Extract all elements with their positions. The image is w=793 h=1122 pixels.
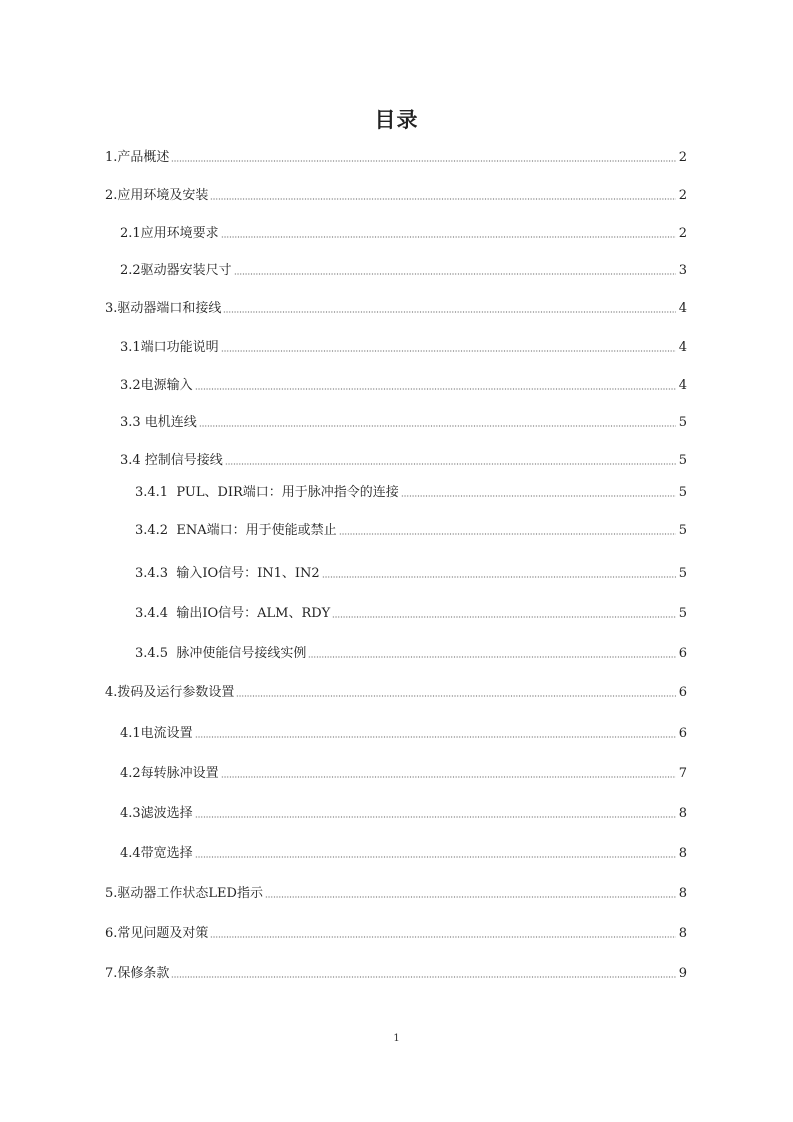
- toc-dot-leader: [236, 694, 675, 698]
- toc-entry[interactable]: [120, 449, 687, 469]
- toc-entry-label: 2.2驱动器安装尺寸: [120, 263, 232, 278]
- toc-entry-page: 4: [678, 378, 687, 393]
- toc-entry-label: 4.拨码及运行参数设置: [105, 685, 235, 700]
- toc-entry-label: 2.应用环境及安装: [105, 188, 209, 203]
- toc-entry-page: 5: [678, 415, 687, 430]
- toc-entry[interactable]: [120, 842, 687, 862]
- toc-entry[interactable]: [120, 411, 687, 431]
- toc-entry-page: 4: [678, 301, 687, 316]
- toc-entry-label: 4.1电流设置: [120, 726, 193, 741]
- toc-dot-leader: [265, 895, 676, 899]
- toc-entry[interactable]: [105, 922, 687, 942]
- toc-entry-page: 5: [678, 485, 687, 500]
- toc-entry[interactable]: [105, 297, 687, 317]
- toc-dot-leader: [210, 935, 675, 939]
- toc-entry-label: 4.2每转脉冲设置: [120, 766, 219, 781]
- toc-dot-leader: [322, 575, 676, 579]
- toc-entry-page: 6: [678, 726, 687, 741]
- toc-dot-leader: [223, 310, 675, 314]
- toc-entry[interactable]: [120, 336, 687, 356]
- toc-dot-leader: [401, 494, 676, 498]
- toc-entry[interactable]: [120, 374, 687, 394]
- toc-entry[interactable]: [135, 562, 687, 582]
- toc-entry-page: 2: [678, 226, 687, 241]
- toc-entry-label: 3.3 电机连线: [120, 415, 197, 430]
- toc-entry[interactable]: [105, 146, 687, 166]
- toc-entry[interactable]: [105, 962, 687, 982]
- toc-entry[interactable]: [120, 222, 687, 242]
- toc-dot-leader: [221, 775, 676, 779]
- toc-dot-leader: [221, 349, 676, 353]
- toc-entry-page: 5: [678, 523, 687, 538]
- toc-dot-leader: [225, 462, 676, 466]
- toc-entry-page: 6: [678, 685, 687, 700]
- toc-dot-leader: [234, 272, 676, 276]
- toc-dot-leader: [195, 735, 676, 739]
- toc-entry[interactable]: [120, 259, 687, 279]
- toc-entry-page: 5: [678, 606, 687, 621]
- toc-entry-label: 3.4.2 ENA端口：用于使能或禁止: [135, 523, 337, 538]
- toc-dot-leader: [195, 855, 676, 859]
- toc-dot-leader: [308, 655, 675, 659]
- toc-dot-leader: [171, 975, 675, 979]
- toc-entry-label: 3.驱动器端口和接线: [105, 301, 222, 316]
- toc-entry[interactable]: [120, 802, 687, 822]
- toc-entry-page: 2: [678, 150, 687, 165]
- toc-entry-label: 3.2电源输入: [120, 378, 193, 393]
- toc-entry-page: 8: [678, 926, 687, 941]
- toc-entry-page: 2: [678, 188, 687, 203]
- toc-dot-leader: [195, 387, 676, 391]
- toc-dot-leader: [171, 159, 675, 163]
- toc-entry-label: 3.4.3 输入IO信号：IN1、IN2: [135, 566, 320, 581]
- toc-dot-leader: [210, 197, 675, 201]
- toc-entry[interactable]: [105, 184, 687, 204]
- toc-entry-page: 8: [678, 806, 687, 821]
- toc-entry[interactable]: [135, 602, 687, 622]
- toc-entry-page: 5: [678, 453, 687, 468]
- toc-entry-label: 3.4.1 PUL、DIR端口：用于脉冲指令的连接: [135, 485, 399, 500]
- toc-entry-label: 3.4 控制信号接线: [120, 453, 223, 468]
- toc-dot-leader: [199, 424, 676, 428]
- toc-entry-label: 1.产品概述: [105, 150, 170, 165]
- toc-entry-label: 6.常见问题及对策: [105, 926, 209, 941]
- toc-dot-leader: [332, 615, 675, 619]
- toc-entry-page: 5: [678, 566, 687, 581]
- toc-entry[interactable]: [120, 722, 687, 742]
- toc-entry-page: 7: [678, 766, 687, 781]
- toc-entry-label: 2.1应用环境要求: [120, 226, 219, 241]
- toc-entry[interactable]: [105, 882, 687, 902]
- toc-entry-page: 8: [678, 846, 687, 861]
- toc-entry[interactable]: [135, 642, 687, 662]
- toc-entry[interactable]: [105, 681, 687, 701]
- toc-entry-page: 4: [678, 340, 687, 355]
- toc-entry-page: 6: [678, 646, 687, 661]
- toc-entry[interactable]: [120, 762, 687, 782]
- toc-entry-label: 4.3滤波选择: [120, 806, 193, 821]
- toc-entry-label: 3.4.5 脉冲使能信号接线实例: [135, 646, 307, 661]
- toc-entry-label: 5.驱动器工作状态LED指示: [105, 886, 263, 901]
- toc-dot-leader: [195, 815, 676, 819]
- toc-entry-page: 8: [678, 886, 687, 901]
- toc-dot-leader: [221, 235, 676, 239]
- toc-title: 目录: [374, 108, 419, 132]
- toc-dot-leader: [339, 532, 676, 536]
- toc-entry-label: 3.4.4 输出IO信号：ALM、RDY: [135, 606, 331, 621]
- toc-entry-page: 9: [678, 966, 687, 981]
- toc-entry[interactable]: [135, 481, 687, 501]
- toc-entry[interactable]: [135, 519, 687, 539]
- toc-entry-label: 7.保修条款: [105, 966, 170, 981]
- toc-entry-label: 3.1端口功能说明: [120, 340, 219, 355]
- toc-entry-page: 3: [678, 263, 687, 278]
- page-number: 1: [393, 1033, 400, 1044]
- toc-entry-label: 4.4带宽选择: [120, 846, 193, 861]
